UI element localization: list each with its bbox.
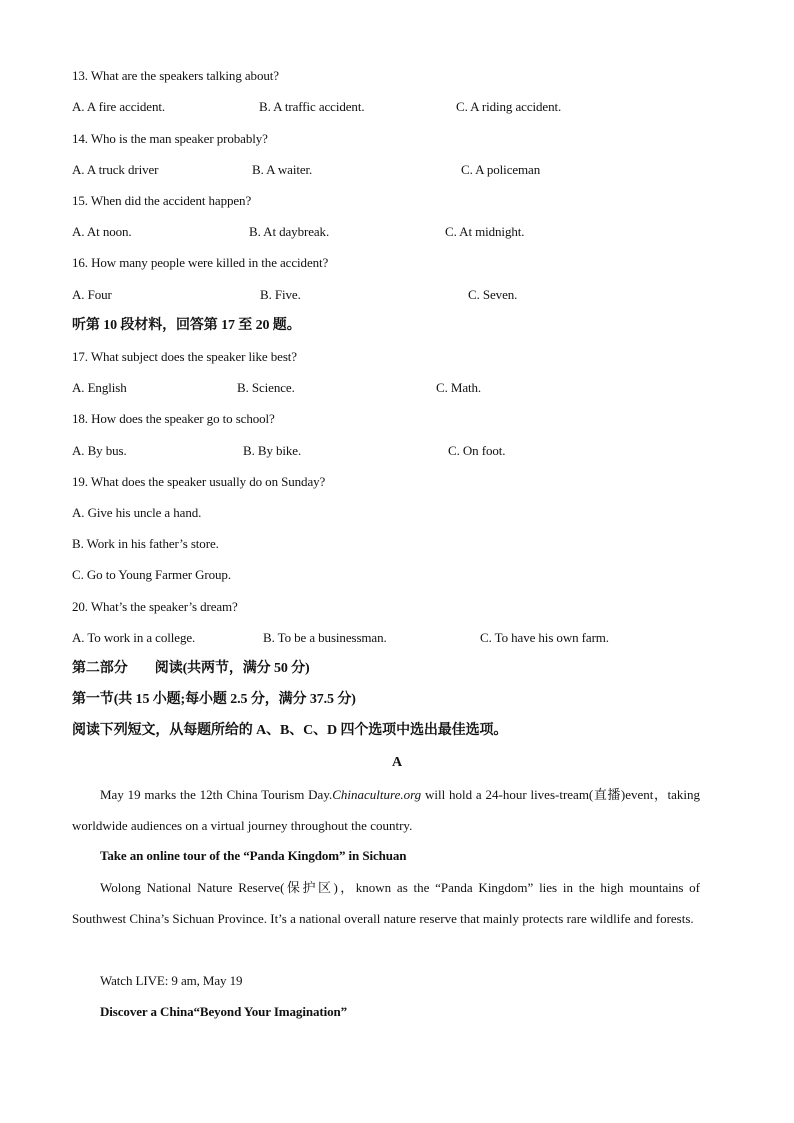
option-b: B. A traffic accident. [259,99,365,114]
subheading: Discover a China“Beyond Your Imagination” [100,1004,348,1019]
option-b: B. Five. [260,287,301,302]
options-row [0,380,794,396]
options-row [0,224,794,240]
part-title: 第二部分 阅读(共两节，满分 50 分) [72,661,310,676]
options-row [0,443,794,459]
option-c: C. A policeman [461,162,541,177]
option-b: B. At daybreak. [249,224,330,239]
passage-letter: A [391,755,403,770]
passage-paragraph [72,779,700,841]
paragraph-text: May 19 marks the 12th China Tourism Day. [100,787,333,802]
instructions: 阅读下列短文，从每题所给的 A、B、C、D 四个选项中选出最佳选项。 [72,723,508,738]
option-a: A. A fire accident. [72,99,166,114]
watch-live: Watch LIVE: 9 am, May 19 [100,973,243,988]
option-c: C. To have his own farm. [480,630,609,645]
option-c: C. A riding accident. [456,99,562,114]
section-heading: 听第 10 段材料，回答第 17 至 20 题。 [72,318,301,333]
question-stem: 20. What’s the speaker’s dream? [72,599,238,614]
option-a: A. A truck driver [72,162,159,177]
question-stem: 15. When did the accident happen? [72,193,252,208]
question-stem: 14. Who is the man speaker probably? [72,131,268,146]
question-stem: 13. What are the speakers talking about? [72,68,279,83]
option-c: C. Math. [436,380,482,395]
question-stem: 17. What subject does the speaker like best? [72,349,297,364]
option-a: A. Give his uncle a hand. [72,505,202,520]
option-c: C. On foot. [448,443,506,458]
option-b: B. Work in his father’s store. [72,536,219,551]
option-c: C. At midnight. [445,224,525,239]
option-c: C. Seven. [468,287,518,302]
question-stem: 19. What does the speaker usually do on Sunday? [72,474,326,489]
option-b: B. A waiter. [252,162,313,177]
option-b: B. Science. [237,380,295,395]
option-a: A. Four [72,287,112,302]
option-c: C. Go to Young Farmer Group. [72,567,231,582]
option-a: A. By bus. [72,443,127,458]
options-row [0,630,794,646]
option-a: A. At noon. [72,224,132,239]
options-row [0,162,794,178]
options-row [0,99,794,115]
question-stem: 18. How does the speaker go to school? [72,411,275,426]
options-row [0,287,794,303]
option-b: B. To be a businessman. [263,630,387,645]
passage-paragraph: Wolong National Nature Reserve(保护区)，known as the “Panda Kingdom” lies in the high mountains of Southwest China’s Sichuan Province. It’s a national overall nature reserve that mainly protects rare wildlife and forests. [72,880,700,926]
option-a: A. English [72,380,127,395]
question-stem: 16. How many people were killed in the accident? [72,255,329,270]
option-a: A. To work in a college. [72,630,196,645]
section-title: 第一节(共 15 小题;每小题 2.5 分，满分 37.5 分) [72,692,356,707]
paragraph-text: will hold a 24-hour lives-tream(直播)event，taking worldwide audiences on a virtual journey throughout the country. [72,787,700,833]
subheading: Take an online tour of the “Panda Kingdom” in Sichuan [100,848,407,863]
website-name: Chinaculture.org [332,787,422,802]
option-b: B. By bike. [243,443,302,458]
